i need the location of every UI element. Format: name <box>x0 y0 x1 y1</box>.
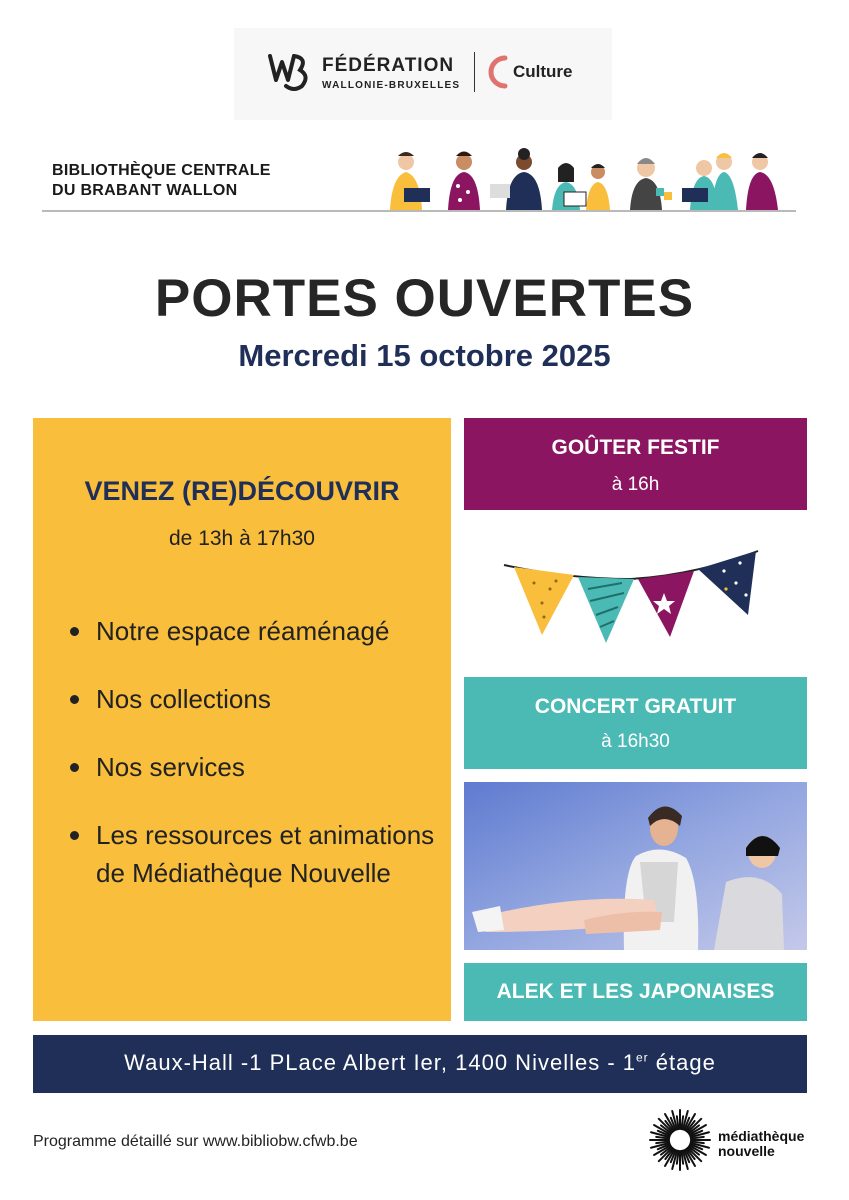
list-item: Notre espace réaménagé <box>68 612 438 650</box>
mediatheque-label-line1: médiathèque <box>718 1128 805 1144</box>
list-item: Nos services <box>68 748 438 786</box>
culture-label: Culture <box>513 62 573 81</box>
mediatheque-label-line2: nouvelle <box>718 1143 775 1159</box>
library-name-line2: DU BRABANT WALLON <box>52 182 238 199</box>
address-main: Waux-Hall -1 PLace Albert Ier, 1400 Nivelles - 1 <box>124 1050 636 1075</box>
fwb-subtitle: WALLONIE-BRUXELLES <box>322 80 461 91</box>
fwb-title: FÉDÉRATION <box>322 55 455 76</box>
concert-time: à 16h30 <box>601 731 670 752</box>
discover-list <box>68 612 438 922</box>
concert-title: CONCERT GRATUIT <box>534 695 737 718</box>
fwb-logo-icon <box>264 50 312 94</box>
program-link-text: Programme détaillé sur www.bibliobw.cfwb.be <box>33 1133 358 1150</box>
mediatheque-nouvelle-logo-icon <box>648 1108 712 1172</box>
library-name-line1: BIBLIOTHÈQUE CENTRALE <box>52 162 271 179</box>
bunting-icon <box>500 545 762 645</box>
discover-hours: de 13h à 17h30 <box>169 527 315 550</box>
discover-heading: VENEZ (RE)DÉCOUVRIR <box>84 476 400 506</box>
event-date: Mercredi 15 octobre 2025 <box>238 338 611 373</box>
gouter-time: à 16h <box>611 474 660 495</box>
concert-box <box>464 677 807 769</box>
gouter-box <box>464 418 807 510</box>
list-item: Nos collections <box>68 680 438 718</box>
page-title: PORTES OUVERTES <box>154 269 695 328</box>
address-text <box>33 1050 807 1076</box>
list-item: Les ressources et animations de Médiathèque Nouvelle <box>68 816 438 892</box>
band-photo <box>464 782 807 950</box>
people-reading-illustration-icon <box>360 148 796 212</box>
logo-divider <box>474 52 475 92</box>
address-superscript: er <box>636 1050 649 1065</box>
culture-logo-icon <box>485 52 511 92</box>
band-name: ALEK ET LES JAPONAISES <box>496 980 775 1003</box>
gouter-title: GOÛTER FESTIF <box>551 436 720 459</box>
address-suffix: étage <box>648 1050 716 1075</box>
